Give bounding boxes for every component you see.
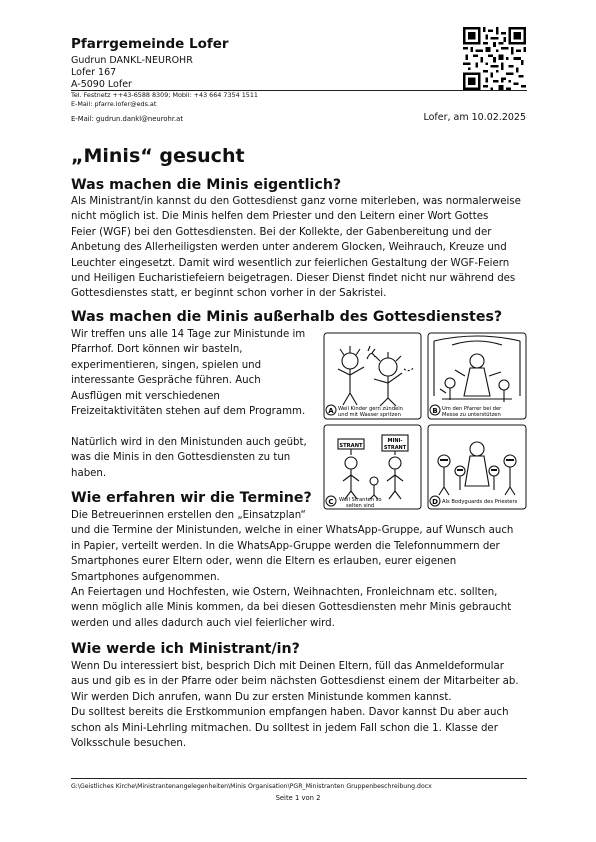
text-line — [71, 419, 321, 434]
section-body — [71, 327, 321, 481]
footer-rule — [71, 778, 527, 779]
panel-caption: Messe zu unterstützen — [442, 412, 501, 418]
panel-caption: und mit Wasser spritzen — [338, 412, 401, 418]
text-line: Gottesdienstes statt, er beginnt schon vorher in der Sakristei. — [71, 288, 387, 300]
text-line: Volksschule besuchen. — [71, 737, 187, 749]
panel-caption: selten sind — [346, 503, 375, 509]
text-line: Wenn Du interessiert bist, besprich Dich mit Deinen Eltern, füll das Anmeldeformular — [71, 661, 504, 672]
section-heading: Wie erfahren wir die Termine? — [71, 490, 312, 506]
section-heading: Was machen die Minis außerhalb des Gottesdienstes? — [71, 309, 503, 325]
panel-caption: Als Bodyguards des Priesters — [442, 499, 518, 505]
date: Lofer, am 10.02.2025 — [423, 112, 526, 123]
footer-file-path: G:\Geistliches Kirche\Ministrantenangelegenheiten\Minis Organisation\PGR_Ministranten Gruppenbeschreibung.docx — [71, 783, 432, 790]
panel-caption: Weil Stranten so — [339, 497, 382, 503]
page-number: Seite 1 von 2 — [275, 794, 321, 802]
panel-letter: C — [328, 498, 334, 506]
text-line: Wir treffen uns alle 14 Tage zur Ministunde im — [71, 329, 306, 340]
sign-text: STRANT — [339, 443, 363, 449]
comic-strip — [322, 331, 528, 511]
email-line: E-Mail: pfarre.lofer@eds.at — [71, 100, 157, 108]
text-line: nicht möglich ist. Die Minis helfen dem Priester und den Leitern einer Wort Gottes — [71, 211, 489, 223]
org-name: Pfarrgemeinde Lofer — [71, 36, 229, 52]
comic-drawing-a — [338, 346, 414, 406]
panel-letter: A — [328, 407, 334, 415]
text-line: Pfarrhof. Dort können wir basteln, — [71, 344, 243, 356]
sign-text: STRANT — [383, 445, 407, 451]
text-line: Natürlich wird in den Ministunden auch geübt, — [71, 436, 307, 448]
email-line: E-Mail: gudrun.dankl@neurohr.at — [71, 115, 183, 123]
text-line: experimentieren, singen, spielen und — [71, 359, 262, 371]
panel-caption: Weil Kinder gern zündeln — [338, 406, 403, 412]
panel-letter: D — [432, 498, 438, 506]
section-body — [71, 194, 531, 302]
text-line: was die Minis in den Gottesdiensten zu tun — [71, 452, 291, 464]
text-line: in Papier, verteilt werden. In die WhatsApp-Gruppe werden die Telefonnummern der — [71, 540, 500, 552]
section-heading: Wie werde ich Ministrant/in? — [71, 641, 300, 657]
address-line: Gudrun DANKL-NEUROHR — [71, 55, 193, 66]
comic-drawing-d — [438, 442, 516, 495]
text-line: Die Betreuerinnen erstellen den „Einsatzplan“ — [71, 510, 306, 521]
address-line: Lofer 167 — [71, 67, 117, 79]
page-title: „Minis“ gesucht — [71, 145, 245, 167]
text-line: Ausflügen mit verschiedenen — [71, 390, 220, 402]
text-line: und Heiligen Eucharistiefeiern beigetragen. Dieser Dienst findet nicht nur während des — [71, 272, 516, 284]
panel-caption: Um den Pfarrer bei der — [442, 406, 502, 412]
text-line: Wir werden Dich anrufen, wann Du zur ersten Ministunde kommen kannst. — [71, 691, 452, 703]
text-line: Smartphones eurer Eltern oder, wenn die Eltern es erlauben, eurer eigenen — [71, 556, 457, 568]
text-line: Leuchter eingesetzt. Damit wird wesentlich zur feierlichen Gestaltung der WGF-Feiern — [71, 257, 510, 269]
address-block — [71, 55, 193, 92]
text-line: Smartphones aufgenommen. — [71, 571, 220, 583]
sign-text: MINI- — [387, 438, 403, 444]
text-line: wenn möglich alle Minis kommen, da bei diesen Gottesdiensten mehr Minis gebraucht — [71, 602, 512, 614]
comic-drawing-b — [434, 336, 520, 402]
section-body — [71, 659, 531, 751]
text-line: Anbetung des Allerheiligsten werden unter anderem Glocken, Weihrauch, Kreuze und — [71, 242, 507, 254]
text-line: An Feiertagen und Hochfesten, wie Ostern, Weihnachten, Fronleichnam etc. sollten, — [71, 586, 498, 598]
text-line: schon als Mini-Lehrling mitmachen. Du solltest in jedem Fall schon die 1. Klasse der — [71, 722, 498, 734]
text-line: Du solltest bereits die Erstkommunion empfangen haben. Davor kannst Du aber auch — [71, 707, 509, 719]
panel-letter: B — [432, 407, 438, 415]
section-heading: Was machen die Minis eigentlich? — [71, 177, 342, 193]
text-line: Feier (WGF) bei den Gottesdiensten. Bei der Kollekte, der Gabenbereitung und der — [71, 226, 492, 238]
text-line: Freizeitaktivitäten stehen auf dem Programm. — [71, 405, 306, 417]
text-line: aus und gib es in der Pfarre oder beim nächsten Gottesdienst einem der Mitarbeiter ab. — [71, 676, 519, 688]
phone-line: Tel. Festnetz ++43-6588 8309; Mobil: +43 664 7354 1511 — [71, 91, 258, 99]
text-line: werden und alles dadurch auch viel feierlicher wird. — [71, 617, 335, 629]
text-line: interessante Gespräche führen. Auch — [71, 375, 261, 387]
text-line: haben. — [71, 467, 107, 479]
text-line: und die Termine der Ministunden, welche in einer WhatsApp-Gruppe, auf Wunsch auch — [71, 525, 514, 537]
address-line: A-5090 Lofer — [71, 79, 132, 91]
qr-code — [463, 27, 526, 90]
text-line: Als Ministrant/in kannst du den Gottesdienst ganz vorne miterleben, was normalerweise — [71, 196, 521, 207]
section-body — [71, 508, 531, 631]
